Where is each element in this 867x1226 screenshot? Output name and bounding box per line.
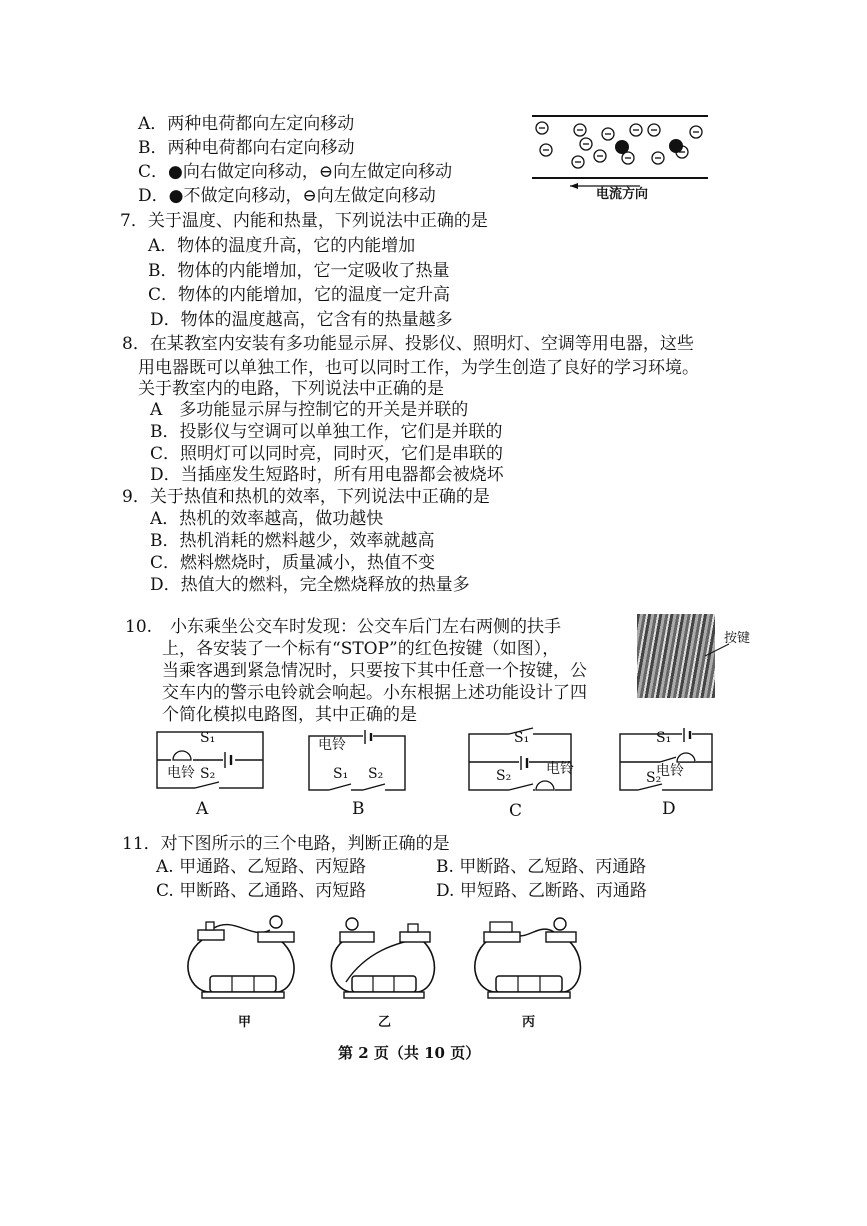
- q10-stem-line2: 上，各安装了一个标有“STOP”的红色按键（如图），: [162, 639, 560, 659]
- q10-stem-line5: 个简化模拟电路图，其中正确的是: [162, 705, 417, 725]
- circuit-d-s2: S₂: [646, 770, 662, 786]
- q6-option-c: C．●向右做定向移动，⊖向左做定向移动: [138, 162, 453, 182]
- bus-handrail-photo: [637, 614, 715, 698]
- q7-stem: 7．关于温度、内能和热量，下列说法中正确的是: [120, 211, 488, 231]
- q10-stem-line3: 当乘客遇到紧急情况时，只要按下其中任意一个按键，公: [162, 661, 587, 681]
- q10-stem-line4: 交车内的警示电铃就会响起。小东根据上述功能设计了四: [162, 683, 587, 703]
- q8-stem-line1: 8．在某教室内安装有多功能显示屏、投影仪、照明灯、空调等用电器，这些: [122, 334, 694, 354]
- circuit-bing-figure: [468, 912, 592, 1008]
- q7-option-b: B．物体的内能增加，它一定吸收了热量: [148, 261, 450, 281]
- q11-option-a: A. 甲通路、乙短路、丙短路: [156, 857, 367, 877]
- circuit-b-label: B: [352, 799, 365, 819]
- q9-option-b: B．热机消耗的燃料越少，效率就越高: [150, 531, 435, 551]
- circuit-c-bell: 电铃: [546, 761, 574, 777]
- q10-number: 10.: [125, 617, 153, 637]
- q9-option-c: C．燃料燃烧时，质量减小，热值不变: [150, 553, 436, 573]
- circuit-yi-figure: [326, 912, 446, 1008]
- circuit-b-bell: 电铃: [318, 737, 346, 753]
- circuit-jia-figure: [182, 910, 306, 1006]
- circuit-c-label: C: [509, 801, 523, 821]
- figure-label-yi: 乙: [378, 1015, 392, 1030]
- q9-option-d: D．热值大的燃料，完全燃烧释放的热量多: [150, 575, 470, 595]
- page-number-footer: 第 2 页（共 10 页）: [338, 1044, 481, 1062]
- circuit-b-s1: S₁: [333, 766, 349, 782]
- q7-option-c: C．物体的内能增加，它的温度一定升高: [148, 285, 451, 305]
- q8-stem-line3: 关于教室内的电路，下列说法中正确的是: [138, 379, 444, 399]
- q10-stem-line1: 小东乘坐公交车时发现：公交车后门左右两侧的扶手: [170, 617, 561, 637]
- figure-label-jia: 甲: [238, 1015, 252, 1030]
- circuit-d-label: D: [662, 799, 676, 819]
- circuit-a-s2: S₂: [200, 766, 216, 782]
- circuit-d-s1: S₁: [656, 730, 672, 746]
- circuit-a-label: A: [196, 799, 209, 819]
- q11-stem: 11．对下图所示的三个电路，判断正确的是: [122, 834, 450, 854]
- q11-option-c: C. 甲断路、乙通路、丙短路: [156, 881, 367, 901]
- q7-option-d: D．物体的温度越高，它含有的热量越多: [150, 310, 453, 330]
- q7-option-a: A．物体的温度升高，它的内能增加: [148, 236, 416, 256]
- figure-label-bing: 丙: [522, 1015, 536, 1030]
- q8-option-d: D．当插座发生短路时，所有用电器都会被烧坏: [150, 465, 504, 485]
- q11-option-b: B. 甲断路、乙短路、丙通路: [436, 857, 647, 877]
- q8-option-c: C．照明灯可以同时亮，同时灭，它们是串联的: [150, 444, 504, 464]
- circuit-d-bell: 电铃: [656, 763, 684, 779]
- circuit-a-s1: S₁: [200, 730, 216, 746]
- current-direction-label: 电流方向: [596, 187, 649, 202]
- q8-option-a: A 多功能显示屏与控制它的开关是并联的: [150, 400, 469, 420]
- circuit-b-s2: S₂: [368, 766, 384, 782]
- circuit-c-s2: S₂: [496, 768, 512, 784]
- q8-option-b: B．投影仪与空调可以单独工作，它们是并联的: [150, 422, 503, 442]
- q6-option-d: D．●不做定向移动，⊖向左做定向移动: [138, 186, 436, 206]
- q8-stem-line2: 用电器既可以单独工作，也可以同时工作，为学生创造了良好的学习环境。: [138, 358, 699, 378]
- circuit-a-bell: 电铃: [167, 765, 195, 781]
- q11-option-d: D. 甲短路、乙断路、丙通路: [436, 881, 647, 901]
- q6-option-b: B．两种电荷都向右定向移动: [138, 138, 355, 158]
- q6-option-a: A．两种电荷都向左定向移动: [138, 114, 355, 134]
- button-label: 按键: [724, 631, 751, 646]
- q9-stem: 9．关于热值和热机的效率，下列说法中正确的是: [122, 487, 490, 507]
- circuit-c-s1: S₁: [514, 730, 530, 746]
- q9-option-a: A．热机的效率越高，做功越快: [150, 509, 384, 529]
